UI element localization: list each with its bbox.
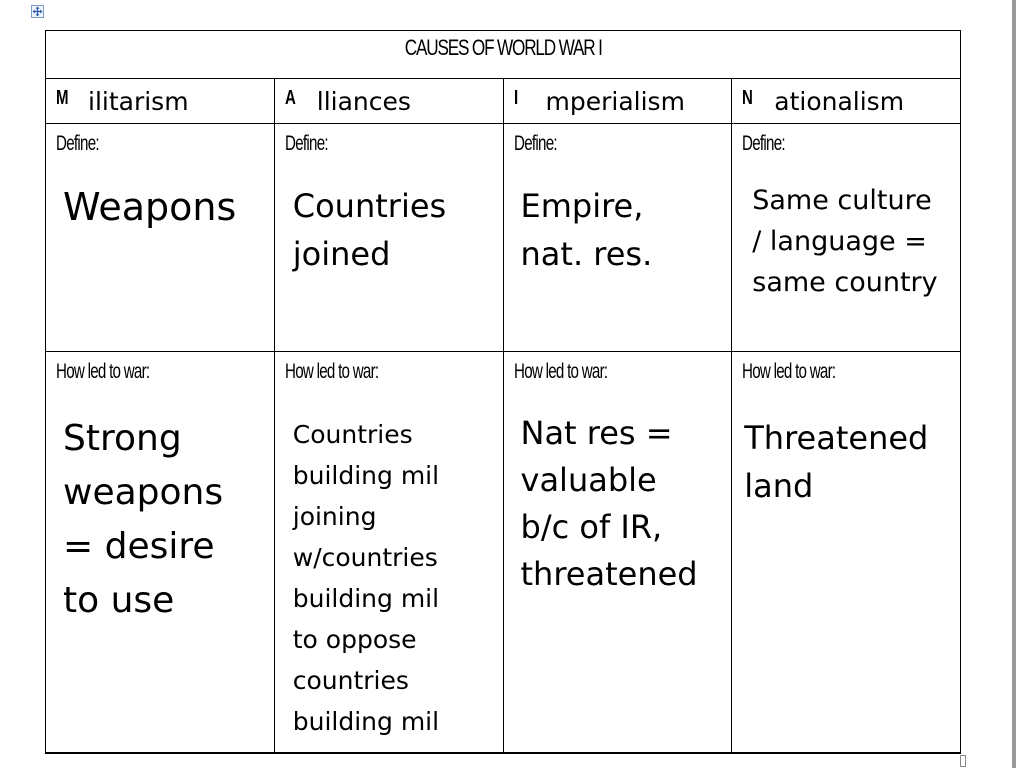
definition-text: Empire, nat. res. (520, 187, 653, 273)
how-led-text: Strong weapons = desire to use (63, 418, 224, 621)
category-label: mperialism (545, 86, 685, 116)
define-label: Define: (56, 132, 99, 155)
define-label: Define: (284, 132, 328, 155)
page-edge-divider (1012, 0, 1016, 768)
definition-text: Countries joined (292, 187, 447, 273)
category-label: ationalism (774, 86, 905, 116)
how-led-text: Nat res = valuable b/c of IR, threatened (520, 414, 698, 593)
define-cell-alliances[interactable] (274, 124, 503, 352)
definition-text: Same culture / language = same country (752, 185, 938, 298)
category-initial: M (56, 86, 69, 109)
category-cell-alliances (274, 79, 503, 124)
definition-text: Weapons (63, 185, 237, 229)
category-cell-nationalism (732, 79, 961, 124)
how-led-text: Threatened land (744, 419, 929, 505)
category-initial: N (742, 86, 754, 109)
category-label: ilitarism (88, 86, 189, 116)
howled-cell-alliances[interactable] (274, 352, 503, 754)
category-label: lliances (316, 86, 411, 116)
category-cell-militarism (46, 79, 275, 124)
define-cell-imperialism[interactable] (503, 124, 732, 352)
howled-cell-militarism[interactable] (46, 352, 275, 754)
category-initial: A (284, 86, 296, 109)
category-cell-imperialism (503, 79, 732, 124)
howled-cell-imperialism[interactable] (503, 352, 732, 754)
howled-label: How led to war: (56, 360, 150, 383)
howled-label: How led to war: (513, 360, 607, 383)
table-title: CAUSES OF WORLD WAR I (404, 35, 602, 60)
move-arrows-icon (32, 6, 43, 17)
define-label: Define: (513, 132, 557, 155)
category-initial: I (513, 86, 518, 109)
table-resize-handle[interactable] (960, 755, 966, 767)
howled-cell-nationalism[interactable] (732, 352, 961, 754)
how-led-text: Countries building mil joining w/countries building mil to oppose countries building mil (292, 420, 440, 736)
define-cell-nationalism[interactable] (732, 124, 961, 352)
table-move-handle[interactable] (31, 5, 44, 18)
define-label: Define: (742, 132, 786, 155)
table-title-cell (46, 31, 961, 79)
howled-label: How led to war: (284, 360, 379, 383)
howled-label: How led to war: (742, 360, 836, 383)
causes-table (45, 30, 961, 754)
define-cell-militarism[interactable] (46, 124, 275, 352)
